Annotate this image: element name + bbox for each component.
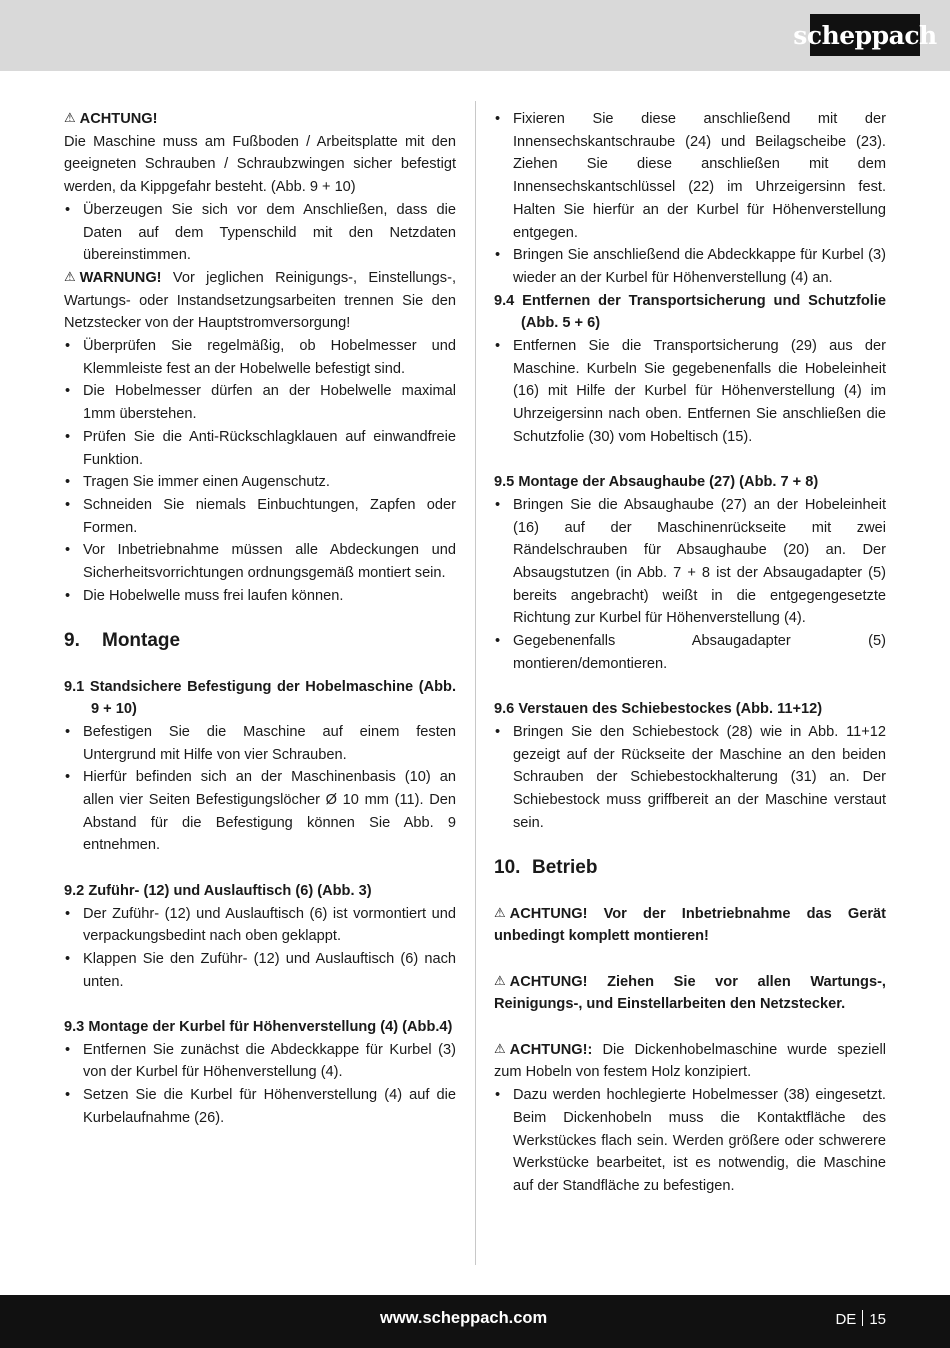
list-item: • Entfernen Sie zunächst die Abdeckkappe für Kurbel (3) von der Kurbel für Höhenverstellung (4). bbox=[64, 1039, 456, 1084]
subsection-heading-9-4: 9.4 Entfernen der Transportsicherung und Schutzfolie (Abb. 5 + 6) bbox=[494, 292, 886, 332]
achtung-holz-label: ACHTUNG!: bbox=[509, 1041, 593, 1058]
list-item: • Prüfen Sie die Anti-Rückschlagklauen auf einwandfreie Funktion. bbox=[64, 426, 456, 471]
bullet-list bbox=[494, 108, 886, 290]
right-column bbox=[494, 108, 886, 1198]
warning-triangle-icon: ⚠ bbox=[494, 904, 506, 920]
page-indicator bbox=[835, 1310, 886, 1328]
column-divider bbox=[475, 101, 476, 1265]
achtung-holz bbox=[494, 1039, 886, 1084]
bullet-list bbox=[64, 199, 456, 267]
bullet-list bbox=[64, 903, 456, 994]
bullet-list bbox=[64, 335, 456, 607]
list-item: • Bringen Sie anschließend die Abdeckkappe für Kurbel (3) wieder an der Kurbel für Höhenverstellung (4) an. bbox=[494, 244, 886, 289]
achtung-text: Die Maschine muss am Fußboden / Arbeitsplatte mit den geeigneten Schrauben / Schraubzwingen sicher befestigt werden, da Kippgefahr besteht. (Abb. 9 + 10) bbox=[64, 133, 456, 196]
bullet-list bbox=[494, 494, 886, 676]
list-item: • Dazu werden hochlegierte Hobelmesser (38) eingesetzt. Beim Dickenhobeln muss die Kontaktfläche des Werkstückes flach sein. Werden größere oder schwerere Werkstücke bearbeitet, ist es notwendig, die Maschine auf der Standfläche zu befestigen. bbox=[494, 1084, 886, 1198]
list-item: • Gegebenenfalls Absaugadapter (5) montieren/demontieren. bbox=[494, 630, 886, 675]
warnung-label: WARNUNG! bbox=[79, 269, 162, 286]
list-item: • Tragen Sie immer einen Augenschutz. bbox=[64, 471, 456, 494]
subsection-heading-9-1: 9.1 Standsichere Befestigung der Hobelmaschine (Abb. 9 + 10) bbox=[64, 678, 456, 718]
bullet-list bbox=[494, 335, 886, 449]
list-item: • Entfernen Sie die Transportsicherung (29) aus der Maschine. Kurbeln Sie gegebenenfalls die Hobeleinheit (16) mit Hilfe der Kurbel für Höhenverstellung (4) im Uhrzeigersinn nach oben. Entfernen Sie anschließen die Schutzfolie (30) vom Hobeltisch (15). bbox=[494, 335, 886, 449]
achtung-netzstecker: ⚠ ACHTUNG! Ziehen Sie vor allen Wartungs-, Reinigungs-, und Einstellarbeiten den Netzstecker. bbox=[494, 971, 886, 1016]
list-item: • Der Zuführ- (12) und Auslauftisch (6) ist vormontiert und verpackungsbedint nach oben geklappt. bbox=[64, 903, 456, 948]
warnung-paragraph bbox=[64, 267, 456, 335]
list-item: • Klappen Sie den Zuführ- (12) und Auslauftisch (6) nach unten. bbox=[64, 948, 456, 993]
website-link[interactable]: www.scheppach.com bbox=[380, 1309, 548, 1327]
scheppach-logo: scheppach bbox=[810, 14, 920, 56]
achtung-holz-text: Die Dickenhobelmaschine wurde speziell zum Hobeln von festem Holz konzipiert. bbox=[494, 1041, 886, 1081]
warning-triangle-icon: ⚠ bbox=[64, 110, 76, 125]
achtung-heading: ⚠ ACHTUNG! bbox=[64, 108, 456, 131]
warnung-text: Vor jeglichen Reinigungs-, Einstellungs-, Wartungs- oder Instandsetzungsarbeiten trennen Sie den Netzstecker von der Hauptstromversorgung! bbox=[64, 269, 456, 332]
language-code: DE bbox=[835, 1311, 857, 1328]
bullet-list bbox=[64, 1039, 456, 1130]
subsection-heading-9-2: 9.2 Zuführ- (12) und Auslauftisch (6) (Abb. 3) bbox=[64, 882, 372, 899]
list-item: • Bringen Sie die Absaughaube (27) an der Hobeleinheit (16) auf der Maschinenrückseite mit zwei Rändelschrauben für Absaughaube (20) an. Der Absaugstutzen (in Abb. 7 + 8 ist der Absaugadapter (5) bereits angebracht) weißt in die entgegengesetzte Richtung zur Kurbel für Höhenverstellung (4). bbox=[494, 494, 886, 630]
section-heading-9: 9. Montage bbox=[64, 630, 181, 652]
list-item: • Überprüfen Sie regelmäßig, ob Hobelmesser und Klemmleiste fest an der Hobelwelle befestigt sind. bbox=[64, 335, 456, 380]
left-column bbox=[64, 108, 456, 1130]
list-item: • Hierfür befinden sich an der Maschinenbasis (10) an allen vier Seiten Befestigungslöcher Ø 10 mm (11). Den Abstand für die Befestigung können Sie Abb. 9 entnehmen. bbox=[64, 766, 456, 857]
list-item: • Setzen Sie die Kurbel für Höhenverstellung (4) auf die Kurbelaufnahme (26). bbox=[64, 1084, 456, 1129]
bullet-list bbox=[494, 1084, 886, 1198]
list-item: • Die Hobelwelle muss frei laufen können. bbox=[64, 585, 456, 608]
warning-triangle-icon: ⚠ bbox=[494, 1040, 506, 1056]
list-item: • Die Hobelmesser dürfen an der Hobelwelle maximal 1mm überstehen. bbox=[64, 380, 456, 425]
list-item: • Schneiden Sie niemals Einbuchtungen, Zapfen oder Formen. bbox=[64, 494, 456, 539]
warning-triangle-icon: ⚠ bbox=[64, 268, 76, 284]
subsection-heading-9-6: 9.6 Verstauen des Schiebestockes (Abb. 11+12) bbox=[494, 701, 823, 718]
section-heading-10: 10. Betrieb bbox=[494, 857, 598, 879]
list-item: • Überzeugen Sie sich vor dem Anschließen, dass die Daten auf dem Typenschild mit den Netzdaten übereinstimmen. bbox=[64, 199, 456, 267]
page-number: 15 bbox=[869, 1311, 886, 1328]
list-item: • Bringen Sie den Schiebestock (28) wie in Abb. 11+12 gezeigt auf der Rückseite der Maschine an den beiden Schrauben der Schiebestockhalterung (31) an. Der Schiebestock muss griffbereit an der Maschine verstaut sein. bbox=[494, 721, 886, 835]
list-item: • Befestigen Sie die Maschine auf einem festen Untergrund mit Hilfe von vier Schrauben. bbox=[64, 721, 456, 766]
subsection-heading-9-3: 9.3 Montage der Kurbel für Höhenverstellung (4) (Abb.4) bbox=[64, 1019, 453, 1036]
list-item: • Fixieren Sie diese anschließend mit der Innensechskantschraube (24) und Beilagscheibe (23). Ziehen Sie diese anschließen mit dem Innensechskantschlüssel (22) im Uhrzeigersinn fest. Halten Sie hierfür an der Kurbel für Höhenverstellung entgegen. bbox=[494, 108, 886, 244]
bullet-list bbox=[494, 721, 886, 835]
bullet-list bbox=[64, 721, 456, 857]
achtung-montieren: ⚠ ACHTUNG! Vor der Inbetriebnahme das Gerät unbedingt komplett montieren! bbox=[494, 903, 886, 948]
list-item: • Vor Inbetriebnahme müssen alle Abdeckungen und Sicherheitsvorrichtungen ordnungsgemäß montiert sein. bbox=[64, 539, 456, 584]
subsection-heading-9-5: 9.5 Montage der Absaughaube (27) (Abb. 7 + 8) bbox=[494, 474, 819, 491]
warning-triangle-icon: ⚠ bbox=[494, 972, 506, 988]
